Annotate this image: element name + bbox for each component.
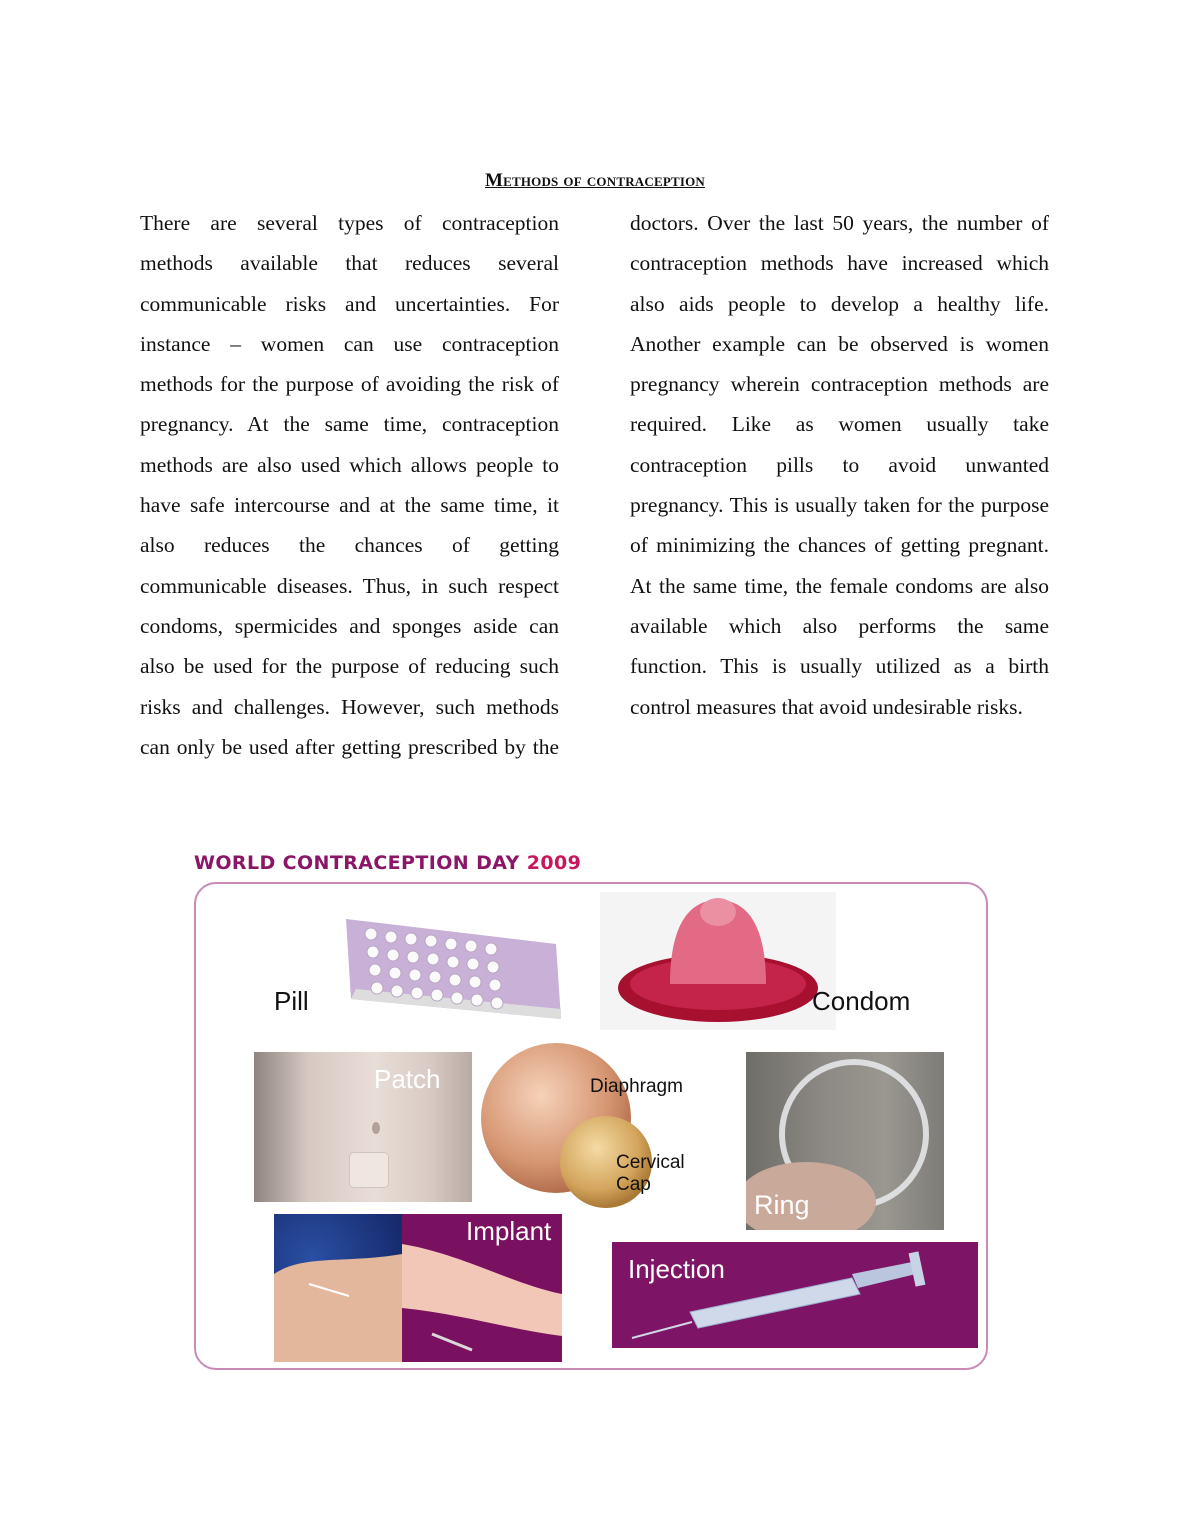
pill-label: Pill bbox=[274, 986, 309, 1016]
cervical-cap-label: Cervical Cap bbox=[616, 1152, 685, 1195]
ring-image bbox=[746, 1052, 944, 1230]
patch-square bbox=[349, 1152, 389, 1188]
implant-hand-image bbox=[274, 1214, 402, 1362]
infographic-title-year: 2009 bbox=[526, 852, 582, 874]
patch-label: Patch bbox=[374, 1064, 441, 1094]
hand-icon bbox=[274, 1214, 402, 1362]
patch-image bbox=[254, 1052, 472, 1202]
implant-arm-image bbox=[402, 1214, 562, 1362]
infographic-frame bbox=[194, 882, 988, 1370]
document-title: Methods of contraception bbox=[484, 170, 706, 191]
text-column-left bbox=[140, 203, 559, 767]
syringe-icon bbox=[612, 1242, 978, 1348]
diaphragm-label: Diaphragm bbox=[590, 1076, 683, 1097]
diaphragm-image bbox=[478, 1034, 723, 1214]
text-column-right bbox=[630, 203, 1049, 727]
contraception-infographic bbox=[190, 848, 990, 1372]
injection-image bbox=[612, 1242, 978, 1348]
injection-label: Injection bbox=[628, 1254, 725, 1284]
condom-icon bbox=[600, 892, 836, 1030]
implant-label: Implant bbox=[466, 1216, 552, 1246]
paragraph-left: There are several types of contraception methods available that reduces several communicable risks and uncertainties. For instance – women can use contraception methods for the purpose of avoiding the risk of pregnancy. At the same time, contraception methods are also used which allows people to have safe intercourse and at the same time, it also reduces the chances of getting communicable diseases. Thus, in such respect condoms, spermicides and sponges aside can also be used for the purpose of reducing such risks and challenges. However, such methods can only be used after getting prescribed by the bbox=[140, 211, 559, 759]
navel bbox=[372, 1122, 380, 1134]
condom-label: Condom bbox=[812, 986, 911, 1016]
infographic-title bbox=[194, 852, 581, 874]
infographic-title-text: WORLD CONTRACEPTION DAY bbox=[194, 852, 520, 874]
pill-pack-icon bbox=[336, 914, 566, 1024]
condom-image bbox=[600, 892, 836, 1030]
ring-label: Ring bbox=[754, 1190, 810, 1220]
pill-pack-image bbox=[336, 914, 566, 1024]
paragraph-right: doctors. Over the last 50 years, the number of contraception methods have increased which also aids people to develop a healthy life. Another example can be observed is women pregnancy wherein contraception methods are required. Like as women usually take contraception pills to avoid unwanted pregnancy. This is usually taken for the purpose of minimizing the chances of getting pregnant. At the same time, the female condoms are also available which also performs the same function. This is usually utilized as a birth control measures that avoid undesirable risks. bbox=[630, 211, 1049, 719]
